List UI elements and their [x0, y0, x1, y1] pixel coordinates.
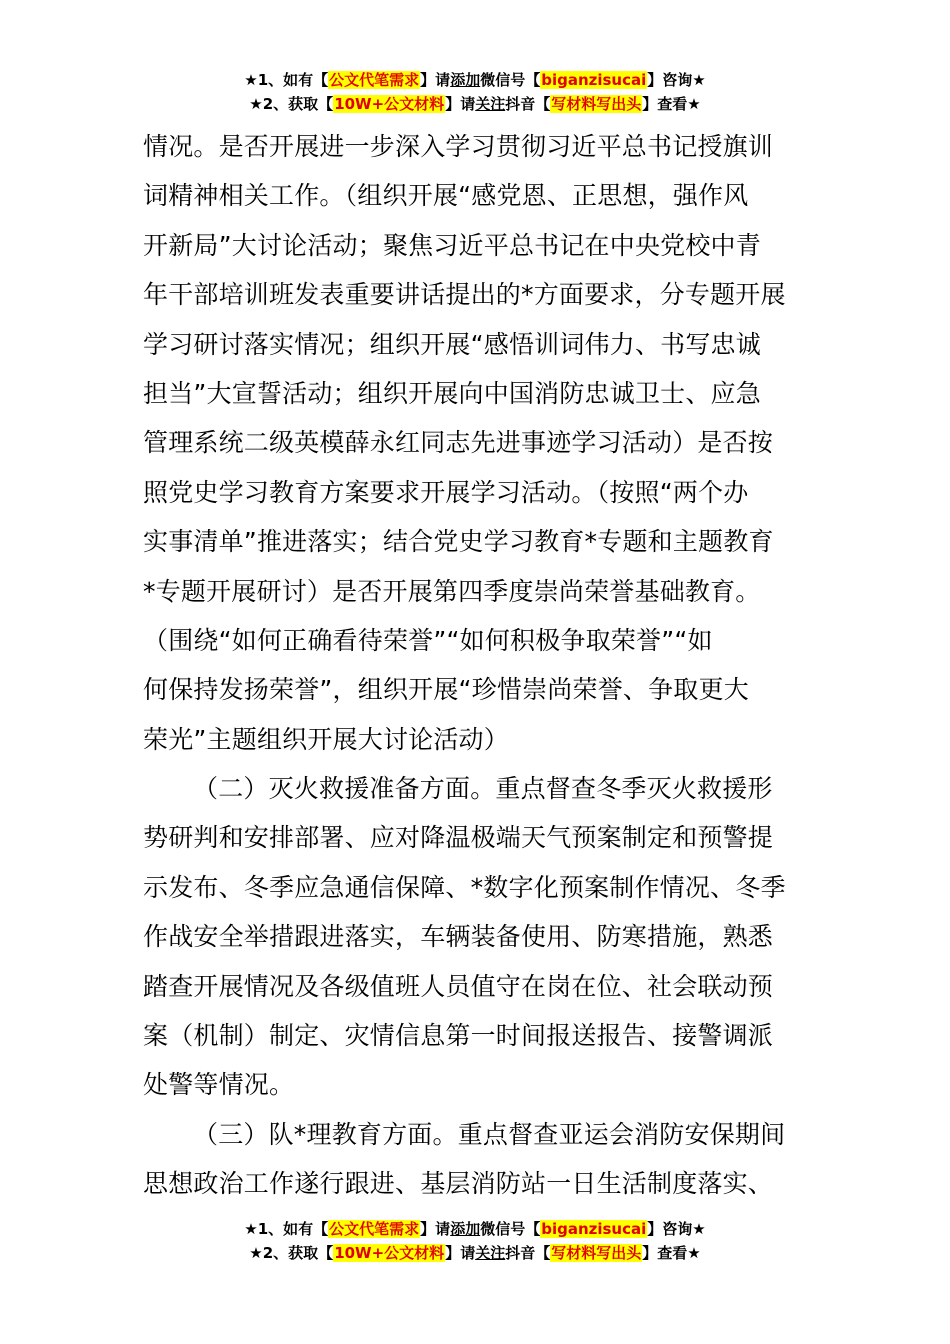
body-line: 担当”大宣誓活动；组织开展向中国消防忠诚卫士、应急: [143, 378, 761, 408]
banner-highlight: 10W+公文材料: [334, 1244, 445, 1262]
body-line: 踏查开展情况及各级值班人员值守在岗在位、社会联动预: [143, 971, 774, 1001]
banner-highlight: 写材料写出头: [551, 95, 642, 113]
banner-highlight: biganzisucai: [541, 1220, 647, 1238]
document-body: [143, 122, 807, 1209]
banner-text: 微信号【: [480, 1220, 541, 1238]
banner-highlight: biganzisucai: [541, 71, 647, 89]
banner-text: 抖音【: [505, 1244, 551, 1262]
body-line: 荣光”主题组织开展大讨论活动）: [143, 724, 509, 754]
banner-highlight: 公文代笔需求: [329, 71, 420, 89]
body-line: 处警等情况。: [143, 1070, 295, 1100]
footer-banner: [0, 1217, 950, 1265]
body-line: 词精神相关工作。（组织开展“感党恩、正思想，强作风: [143, 181, 749, 211]
body-line: 示发布、冬季应急通信保障、*数字化预案制作情况、冬季: [143, 872, 786, 902]
banner-text: ★2、获取【: [249, 95, 334, 113]
body-line: 学习研讨落实情况；组织开展“感悟训词伟力、书写忠诚: [143, 329, 761, 359]
banner-line-1: [0, 68, 950, 92]
banner-line-1: [0, 1217, 950, 1241]
banner-text: 】查看★: [642, 1244, 701, 1262]
body-line: 管理系统二级英模薛永红同志先进事迹学习活动）是否按: [143, 428, 774, 458]
banner-underline: 关注: [475, 95, 506, 113]
banner-text: 】请: [445, 95, 476, 113]
body-line: 作战安全举措跟进落实，车辆装备使用、防寒措施，熟悉: [143, 922, 774, 952]
body-line: 实事清单”推进落实；结合党史学习教育*专题和主题教育: [143, 527, 774, 557]
banner-text: 】咨询★: [647, 71, 706, 89]
banner-text: 抖音【: [505, 95, 551, 113]
banner-highlight: 写材料写出头: [551, 1244, 642, 1262]
banner-underline: 关注: [475, 1244, 506, 1262]
banner-text: ★1、如有【: [244, 1220, 329, 1238]
banner-text: 】请: [420, 71, 451, 89]
body-line: （围绕“如何正确看待荣誉”“如何积极争取荣誉”“如: [143, 625, 713, 655]
banner-text: 微信号【: [480, 71, 541, 89]
body-line: *专题开展研讨）是否开展第四季度崇尚荣誉基础教育。: [143, 576, 761, 606]
banner-highlight: 公文代笔需求: [329, 1220, 420, 1238]
banner-text: 】查看★: [642, 95, 701, 113]
banner-line-2: [0, 1241, 950, 1265]
banner-text: 】请: [445, 1244, 476, 1262]
banner-text: ★1、如有【: [244, 71, 329, 89]
banner-line-2: [0, 92, 950, 116]
banner-text: ★2、获取【: [249, 1244, 334, 1262]
body-line: 势研判和安排部署、应对降温极端天气预案制定和预警提: [143, 823, 774, 853]
header-banner: [0, 68, 950, 116]
banner-underline: 添加: [450, 1220, 481, 1238]
body-line: 年干部培训班发表重要讲话提出的*方面要求，分专题开展: [143, 280, 786, 310]
section-heading-3: （三）队*理教育方面。重点督查亚运会消防安保期间: [193, 1119, 786, 1149]
banner-text: 】请: [420, 1220, 451, 1238]
banner-highlight: 10W+公文材料: [334, 95, 445, 113]
body-line: 何保持发扬荣誉”，组织开展“珍惜崇尚荣誉、争取更大: [143, 675, 749, 705]
body-line: 案（机制）制定、灾情信息第一时间报送报告、接警调派: [143, 1021, 774, 1051]
section-heading-2: （二）灭火救援准备方面。重点督查冬季灭火救援形: [193, 774, 773, 804]
banner-text: 】咨询★: [647, 1220, 706, 1238]
body-line: 思想政治工作遂行跟进、基层消防站一日生活制度落实、: [143, 1169, 774, 1199]
body-line: 照党史学习教育方案要求开展学习活动。（按照“两个办: [143, 477, 749, 507]
body-line: 开新局”大讨论活动；聚焦习近平总书记在中央党校中青: [143, 230, 761, 260]
banner-underline: 添加: [450, 71, 481, 89]
body-line: 情况。是否开展进一步深入学习贯彻习近平总书记授旗训: [143, 132, 774, 161]
